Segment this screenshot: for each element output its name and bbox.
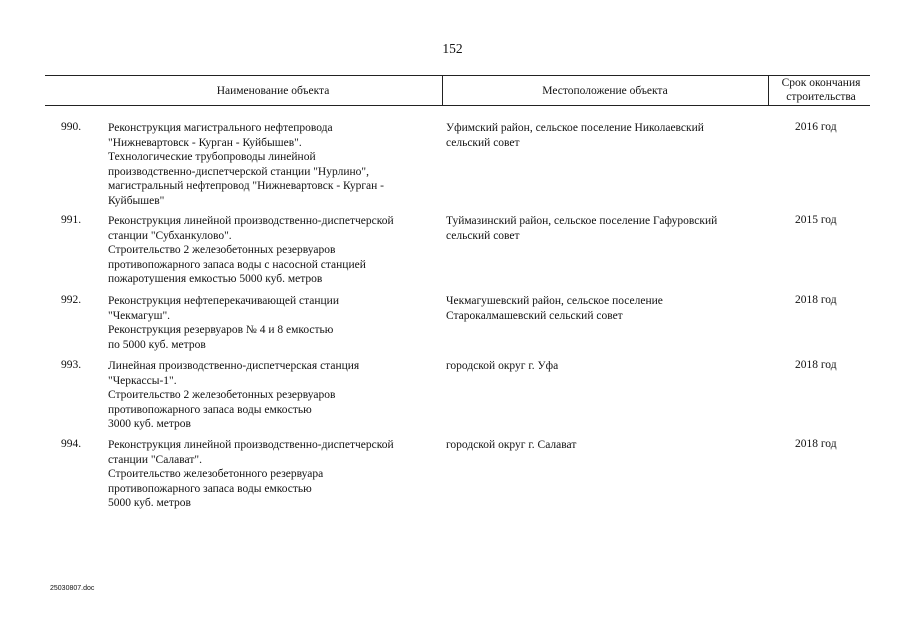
row-number: 994.	[61, 438, 82, 450]
object-name: Реконструкция линейной производственно-диспетчерской станции "Салават". Строительство железобетонного резервуара противопожарного запаса воды емкостью 5000 куб. метров	[108, 439, 394, 510]
row-number: 990.	[61, 121, 82, 133]
header-top-rule	[45, 75, 870, 76]
object-location: городской округ г. Уфа	[446, 360, 559, 372]
object-location: городской округ г. Салават	[446, 439, 577, 451]
header-name: Наименование объекта	[216, 85, 330, 97]
object-name: Реконструкция линейной производственно-диспетчерской станции "Субханкулово". Строительство 2 железобетонных резервуаров противопожарного запаса воды с насосной станцией пожаротушения емкостью 5000 куб. метров	[108, 215, 394, 286]
header-bottom-rule	[45, 105, 870, 106]
object-name: Реконструкция нефтеперекачивающей станции "Чекмагуш". Реконструкция резервуаров № 4 и 8 емкостью по 5000 куб. метров	[108, 295, 339, 351]
row-number: 992.	[61, 294, 82, 306]
completion-year: 2016 год	[795, 121, 837, 133]
header-deadline: Срок окончания строительства	[781, 77, 861, 103]
completion-year: 2018 год	[795, 359, 837, 371]
object-location: Туймазинский район, сельское поселение Гафуровский сельский совет	[446, 215, 718, 242]
object-name: Реконструкция магистрального нефтепровода "Нижневартовск - Курган - Куйбышев". Технологические трубопроводы линейной производственно-диспетчерской станции "Нурлино", магистральный нефтепровод "Нижневартовск - Курган - Куйбышев"	[108, 122, 385, 207]
completion-year: 2018 год	[795, 438, 837, 450]
row-number: 993.	[61, 359, 82, 371]
header-divider-2	[768, 75, 769, 105]
object-name: Линейная производственно-диспетчерская станция "Черкассы-1". Строительство 2 железобетонных резервуаров противопожарного запаса воды емкостью 3000 куб. метров	[108, 360, 360, 431]
page-number: 152	[442, 41, 463, 56]
completion-year: 2018 год	[795, 294, 837, 306]
document-filename: 25030807.doc	[50, 585, 95, 592]
completion-year: 2015 год	[795, 214, 837, 226]
header-divider-1	[442, 75, 443, 105]
object-location: Уфимский район, сельское поселение Николаевский сельский совет	[446, 122, 704, 149]
object-location: Чекмагушевский район, сельское поселение Старокалмашевский сельский совет	[446, 295, 663, 322]
header-location: Местоположение объекта	[542, 85, 668, 97]
row-number: 991.	[61, 214, 82, 226]
